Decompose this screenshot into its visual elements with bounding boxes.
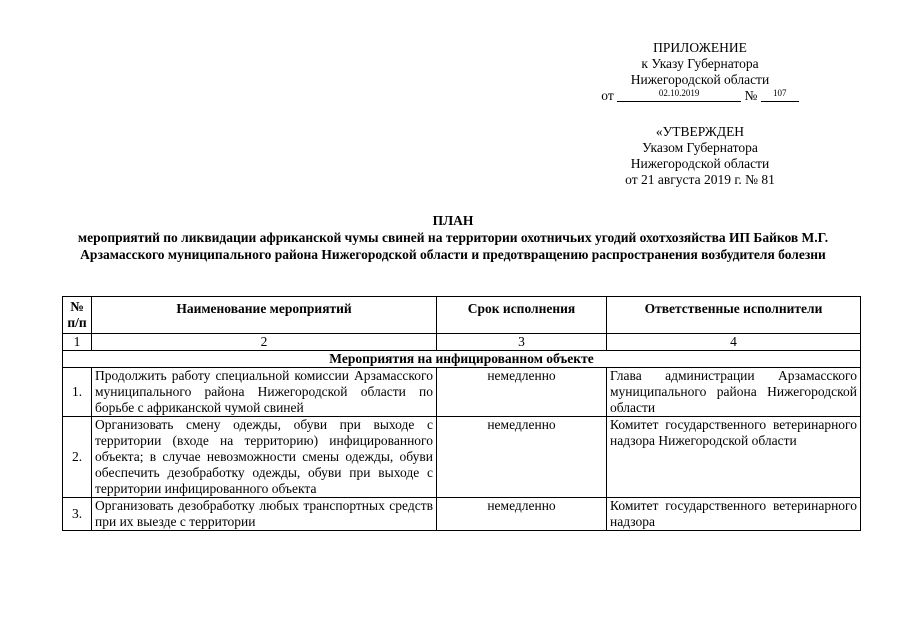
column-number-2: 2 <box>92 334 437 351</box>
row-deadline: немедленно <box>437 498 607 531</box>
table-row <box>63 498 861 531</box>
header-responsible: Ответственные исполнители <box>607 297 861 334</box>
row-responsible-cell <box>607 498 861 531</box>
column-number-4: 4 <box>607 334 861 351</box>
date-prefix: от <box>601 88 614 103</box>
number-field <box>761 88 799 102</box>
row-number: 1. <box>63 368 92 417</box>
row-action: Организовать дезобработку любых транспортных средств при их выезде с территории <box>95 498 433 529</box>
row-number: 3. <box>63 498 92 531</box>
plan-subtitle: мероприятий по ликвидации африканской чумы свиней на территории охотничьих угодий охотхозяйства ИП Байков М.Г. Арзамасского муниципального района Нижегородской области и предотвращению распространения возбудителя болезни <box>77 230 829 262</box>
header-number: № п/п <box>63 297 92 334</box>
header-action: Наименование мероприятий <box>92 297 437 334</box>
appendix-date-number-line <box>520 88 880 104</box>
plan-table <box>62 296 861 531</box>
row-number: 2. <box>63 417 92 498</box>
row-action: Продолжить работу специальной комиссии Арзамасского муниципального района Нижегородской области по борьбе с африканской чумой свиней <box>92 368 437 417</box>
appendix-block <box>520 40 880 104</box>
table-row <box>63 368 861 417</box>
section-row <box>63 351 861 368</box>
column-numbers-row <box>63 334 861 351</box>
approved-block <box>520 124 880 188</box>
row-deadline: немедленно <box>437 417 607 498</box>
number-prefix: № <box>744 88 758 103</box>
table-row <box>63 417 861 498</box>
plan-title: ПЛАН <box>432 213 474 228</box>
row-deadline: немедленно <box>437 368 607 417</box>
row-action-cell <box>92 498 437 531</box>
approved-line-3: Нижегородской области <box>630 156 770 171</box>
column-number-1: 1 <box>63 334 92 351</box>
row-responsible: Комитет государственного ветеринарного надзора Нижегородской области <box>607 417 861 498</box>
appendix-title: ПРИЛОЖЕНИЕ <box>653 40 747 55</box>
table-header-row <box>63 297 861 334</box>
section-title: Мероприятия на инфицированном объекте <box>63 351 861 368</box>
approved-line-4: от 21 августа 2019 г. № 81 <box>625 172 775 187</box>
appendix-line-decree: к Указу Губернатора <box>641 56 759 71</box>
header-deadline: Срок исполнения <box>437 297 607 334</box>
row-responsible: Глава администрации Арзамасского муниципального района Нижегородской области <box>607 368 861 417</box>
row-responsible: Комитет государственного ветеринарного надзора <box>610 498 857 529</box>
plan-title-block <box>48 212 858 263</box>
date-field <box>617 88 741 102</box>
row-action: Организовать смену одежды, обуви при выходе с территории (входе на территорию) инфицированного объекта; в случае невозможности смены одежды, обуви обеспечить дезобработку одежды, обуви при выходе с территории инфицированного объекта <box>92 417 437 498</box>
number-value: 107 <box>773 88 787 98</box>
appendix-line-region: Нижегородской области <box>630 72 770 87</box>
approved-line-1: «УТВЕРЖДЕН <box>655 124 745 139</box>
approved-line-2: Указом Губернатора <box>642 140 758 155</box>
column-number-3: 3 <box>437 334 607 351</box>
date-value: 02.10.2019 <box>658 88 700 98</box>
